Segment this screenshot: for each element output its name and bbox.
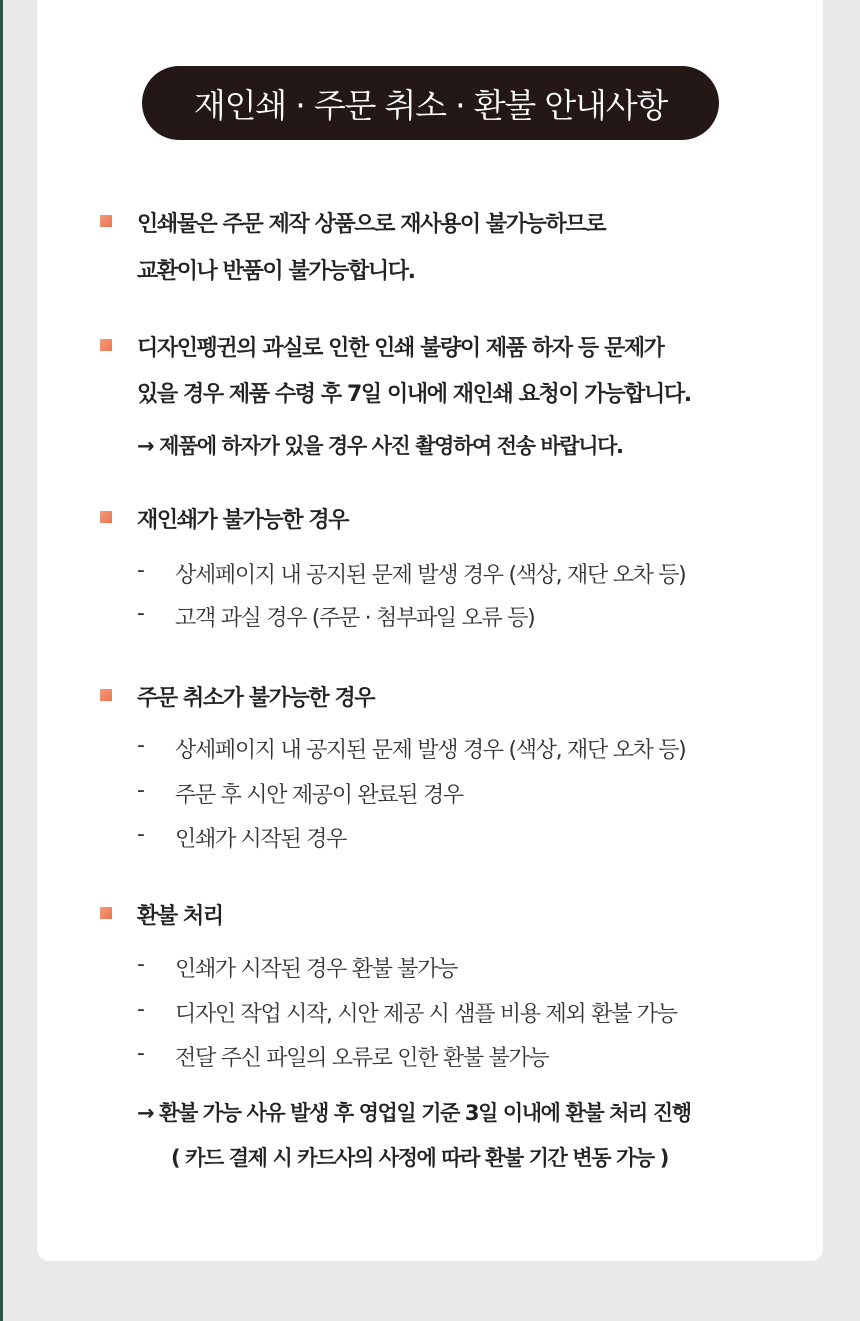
title-pill (142, 66, 719, 140)
section2-line1: 디자인펭귄의 과실로 인한 인쇄 불량이 제품 하자 등 문제가 (137, 336, 664, 361)
section5-item: 전달 주신 파일의 오류로 인한 환불 불가능 (175, 1046, 549, 1071)
section1-line1: 인쇄물은 주문 제작 상품으로 재사용이 불가능하므로 (137, 212, 606, 237)
section5-item: 인쇄가 시작된 경우 환불 불가능 (175, 957, 458, 982)
notice-card (37, 0, 823, 1261)
section2-note: → 제품에 하자가 있을 경우 사진 촬영하여 전송 바랍니다. (137, 434, 623, 458)
section2-line2: 있을 경우 제품 수령 후 7일 이내에 재인쇄 요청이 가능합니다. (137, 382, 691, 407)
bullet-icon (100, 907, 112, 919)
dash-marker: - (137, 822, 145, 847)
dash-marker: - (137, 558, 145, 583)
bullet-icon (100, 689, 112, 701)
section5-note: → 환불 가능 사유 발생 후 영업일 기준 3일 이내에 환불 처리 진행 (137, 1101, 691, 1125)
section3-item: 고객 과실 경우 (주문 · 첨부파일 오류 등) (175, 606, 535, 631)
bullet-icon (100, 215, 112, 227)
dash-marker: - (137, 733, 145, 758)
section4-item: 인쇄가 시작된 경우 (175, 827, 347, 852)
dash-marker: - (137, 601, 145, 626)
section5-note2: ( 카드 결제 시 카드사의 사정에 따라 환불 기간 변동 가능 ) (171, 1146, 668, 1170)
dash-marker: - (137, 1041, 145, 1066)
bullet-icon (100, 339, 112, 351)
section4-item: 주문 후 시안 제공이 완료된 경우 (175, 783, 463, 808)
left-edge-stripe (0, 0, 3, 1321)
section5-item: 디자인 작업 시작, 시안 제공 시 샘플 비용 제외 환불 가능 (175, 1002, 677, 1027)
section3-item: 상세페이지 내 공지된 문제 발생 경우 (색상, 재단 오차 등) (175, 563, 686, 588)
section1-line2: 교환이나 반품이 불가능합니다. (137, 259, 415, 284)
section4-heading: 주문 취소가 불가능한 경우 (137, 686, 375, 711)
dash-marker: - (137, 952, 145, 977)
section3-heading: 재인쇄가 불가능한 경우 (137, 508, 349, 533)
page-title: 재인쇄 · 주문 취소 · 환불 안내사항 (193, 85, 668, 125)
dash-marker: - (137, 778, 145, 803)
bullet-icon (100, 511, 112, 523)
section5-heading: 환불 처리 (137, 904, 223, 929)
dash-marker: - (137, 997, 145, 1022)
section4-item: 상세페이지 내 공지된 문제 발생 경우 (색상, 재단 오차 등) (175, 738, 686, 763)
